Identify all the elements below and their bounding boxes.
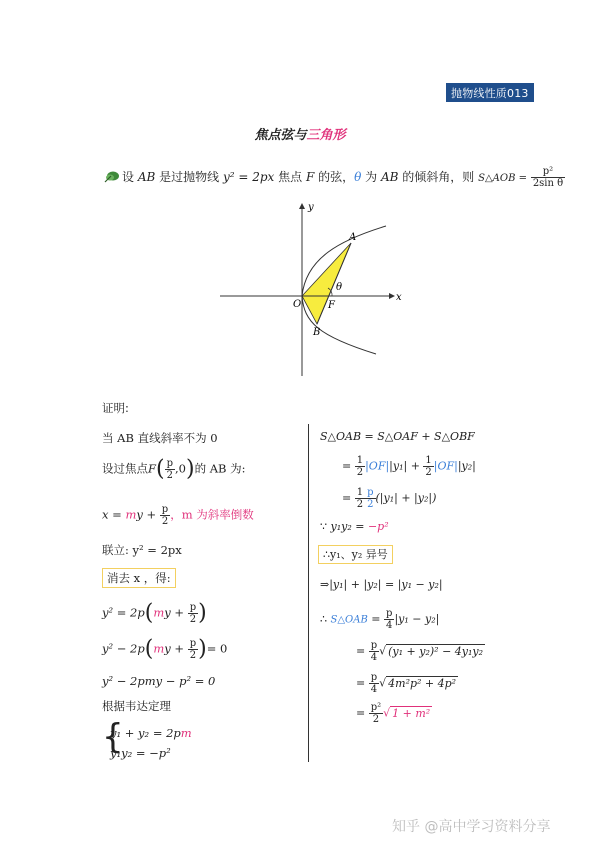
e2-paren-close: ) xyxy=(198,636,207,662)
r3-body: (|y₁| + |y₂|) xyxy=(375,491,437,505)
r7-num: p xyxy=(386,608,393,619)
r7-den: 4 xyxy=(386,620,393,631)
e1-frac xyxy=(188,602,198,625)
r7-area: S△OAB xyxy=(330,614,368,626)
r9-frac xyxy=(369,672,379,695)
v2-text: y₁y₂ = −p² xyxy=(110,746,171,760)
r4-because: ∵ xyxy=(320,520,331,533)
r10-root: 1 + m² xyxy=(392,706,431,720)
right-line-4 xyxy=(320,520,389,533)
title-part1: 焦点弦与 xyxy=(254,128,307,143)
r3-den1: 2 xyxy=(356,499,364,510)
page-title xyxy=(0,124,600,143)
parabola-figure xyxy=(210,196,410,378)
r9-root: 4m²p² + 4p² xyxy=(388,676,457,690)
l3-num: p xyxy=(161,504,169,515)
r8-den: 4 xyxy=(370,652,378,663)
r3-eq: = xyxy=(342,491,355,505)
e2-y: y + xyxy=(164,641,188,656)
e1-num: p xyxy=(189,602,197,613)
e1-paren-open: ( xyxy=(144,600,154,626)
r3-num1: 1 xyxy=(356,487,364,498)
stmt-area: S△AOB = xyxy=(478,173,527,184)
l2-paren-open: ( xyxy=(155,456,165,482)
l2-post: 的 AB 为: xyxy=(194,461,246,476)
left-line-4: 联立: y² = 2px xyxy=(102,543,182,557)
r2-of2: |OF| xyxy=(433,459,458,473)
vieta-sum xyxy=(110,726,192,740)
r2-mid: |y₁| + xyxy=(389,459,424,473)
r9-num: p xyxy=(370,672,378,683)
e1-paren-close: ) xyxy=(198,600,207,626)
e1-den: 2 xyxy=(189,614,197,625)
right-line-2 xyxy=(342,455,476,478)
stmt-text6: 的倾斜角，则 xyxy=(398,170,479,184)
eq-1 xyxy=(102,602,207,625)
r2-frac1 xyxy=(355,455,365,478)
r7-eq: = xyxy=(367,612,385,626)
stmt-frac-num: p² xyxy=(531,166,565,178)
l2-focus: F xyxy=(148,461,156,476)
right-line-3 xyxy=(342,487,436,510)
l2-den: 2 xyxy=(166,470,173,481)
label-y: y xyxy=(308,202,314,213)
r2-num1: 1 xyxy=(356,455,364,466)
e2-pre: y² − 2p xyxy=(102,641,145,656)
l2-frac xyxy=(165,458,175,481)
r4-val: −p² xyxy=(367,520,389,533)
r7-body: |y₁ − y₂| xyxy=(394,612,440,626)
r2-frac2 xyxy=(423,455,433,478)
right-line-5 xyxy=(318,546,393,562)
l2-pre: 设过焦点 xyxy=(102,461,148,476)
brace: { xyxy=(102,717,124,757)
vieta-label: 根据韦达定理 xyxy=(102,699,171,713)
label-x: x xyxy=(396,292,402,303)
r10-frac xyxy=(369,702,383,725)
r3-num2: p xyxy=(367,487,374,498)
r3-frac2 xyxy=(365,487,375,510)
l3-y: y + xyxy=(136,507,160,522)
r6-text: ⇒|y₁| + |y₂| = |y₁ − y₂| xyxy=(320,578,443,591)
l3-den: 2 xyxy=(161,516,169,527)
title-part2: 三角形 xyxy=(306,128,346,143)
r2-eq: = xyxy=(342,459,355,473)
right-line-6 xyxy=(320,578,443,591)
label-theta: θ xyxy=(336,282,343,293)
r2-num2: 1 xyxy=(425,455,432,466)
stmt-text5: 为 xyxy=(361,170,381,184)
watermark: 知乎 @高中学习资料分享 xyxy=(392,819,551,835)
l2-num: p xyxy=(166,458,173,469)
v1-pre: y₁ + y₂ = 2p xyxy=(110,726,181,740)
l3-frac xyxy=(160,504,170,527)
l3-note: ，m 为斜率倒数 xyxy=(170,507,254,522)
label-a: A xyxy=(349,232,357,243)
r9-eq: = xyxy=(356,676,369,690)
e1-m: m xyxy=(153,605,165,620)
r8-frac xyxy=(369,640,379,663)
r8-root: (y₁ + y₂)² − 4y₁y₂ xyxy=(388,644,484,658)
left-line-1: 当 AB 直线斜率不为 0 xyxy=(102,431,218,445)
label-o: O xyxy=(293,299,302,310)
stmt-text4: 的弦， xyxy=(314,170,355,184)
r10-num: p² xyxy=(370,702,382,713)
e2-m: m xyxy=(153,641,165,656)
right-line-1 xyxy=(320,430,475,443)
stmt-focus: F xyxy=(305,170,315,184)
column-divider xyxy=(308,424,309,762)
e3-text: y² − 2pmy − p² = 0 xyxy=(102,674,216,688)
e2-frac xyxy=(188,638,198,661)
r1-text: S△OAB = S△OAF + S△OBF xyxy=(320,430,475,443)
e1-pre: y² = 2p xyxy=(102,605,145,620)
r9-den: 4 xyxy=(370,684,378,695)
triangle-aob xyxy=(302,243,351,324)
r7-frac xyxy=(384,608,394,631)
label-b: B xyxy=(313,327,321,338)
section-badge: 抛物线性质013 xyxy=(446,83,534,102)
r2-den1: 2 xyxy=(356,467,364,478)
stmt-text1: 设 xyxy=(122,170,138,184)
l2-zero: ,0 xyxy=(174,461,186,476)
e2-den: 2 xyxy=(189,650,197,661)
stmt-ab2: AB xyxy=(380,170,399,184)
e2-num: p xyxy=(189,638,197,649)
stmt-fraction xyxy=(531,166,565,189)
eliminate-box: 消去 x ，得: xyxy=(102,568,176,588)
right-line-7 xyxy=(320,608,439,631)
stmt-text2: 是过抛物线 xyxy=(155,170,223,184)
right-line-8: = $\frac{p}{4}$ √ (y₁ + y₂)² − 4y₁y₂ xyxy=(356,640,484,663)
e2-paren-open: ( xyxy=(144,636,154,662)
r3-den2: 2 xyxy=(367,499,374,510)
r10-eq: = xyxy=(356,706,369,720)
v1-m: m xyxy=(180,726,192,740)
eq-3 xyxy=(102,674,215,688)
l3-x: x = xyxy=(102,507,126,522)
left-line-3 xyxy=(102,504,254,527)
r2-end: |y₂| xyxy=(457,459,476,473)
left-line-2 xyxy=(102,458,246,481)
stmt-theta: θ xyxy=(354,170,362,184)
l3-m: m xyxy=(125,507,137,522)
eq-2 xyxy=(102,638,227,661)
r8-eq: = xyxy=(356,644,369,658)
r3-frac1 xyxy=(355,487,365,510)
stmt-text3: 焦点 xyxy=(274,170,306,184)
right-line-9: = $\frac{p}{4}$ √ 4m²p² + 4p² xyxy=(356,672,457,695)
leaf-icon xyxy=(104,170,120,183)
e1-y: y + xyxy=(164,605,188,620)
r7-therefore: ∴ xyxy=(320,612,331,626)
stmt-ab1: AB xyxy=(137,170,156,184)
stmt-frac-den: 2sin θ xyxy=(532,178,564,189)
r2-of1: |OF| xyxy=(365,459,390,473)
left-line-5 xyxy=(102,570,176,586)
l2-paren-close: ) xyxy=(185,456,195,482)
e2-post: = 0 xyxy=(206,641,228,656)
r2-den2: 2 xyxy=(425,467,432,478)
r4-pre: y₁y₂ = xyxy=(330,520,368,533)
r8-num: p xyxy=(370,640,378,651)
proof-label: 证明: xyxy=(102,401,129,415)
theorem-statement xyxy=(104,166,565,189)
opposite-sign-box: ∴y₁、y₂ 异号 xyxy=(318,545,393,564)
vieta-product xyxy=(110,746,171,760)
label-f: F xyxy=(328,300,335,311)
r10-den: 2 xyxy=(372,714,380,725)
right-line-10: = $\frac{\text{p²}}{2}$ √ 1 + m² xyxy=(356,702,431,725)
stmt-curve: y² = 2px xyxy=(222,170,275,184)
